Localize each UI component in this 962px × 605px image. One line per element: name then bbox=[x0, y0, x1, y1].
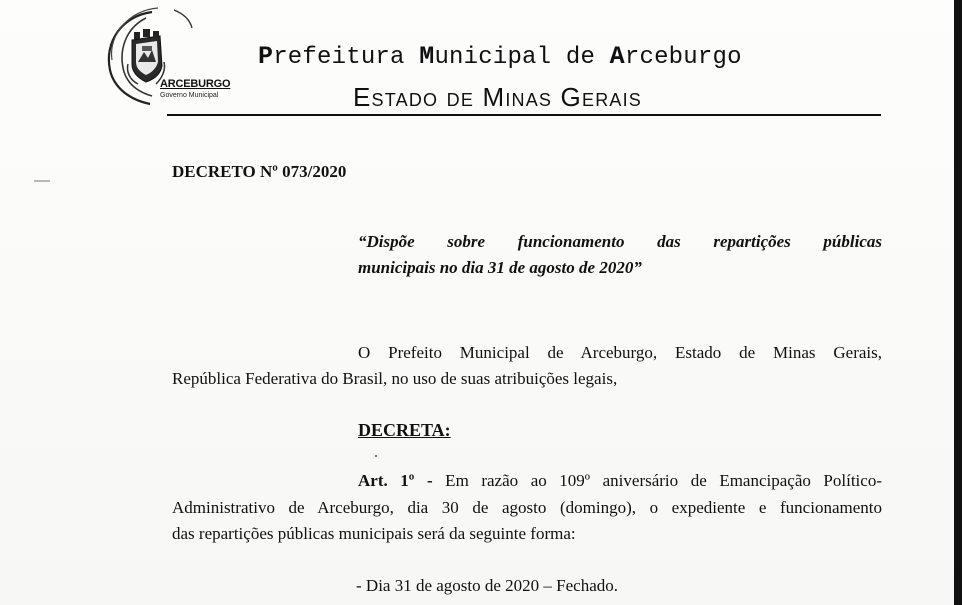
ementa-line: “Dispõe sobre funcionamento das repartições públicas bbox=[358, 232, 882, 251]
ementa-line: municipais no dia 31 de agosto de 2020” bbox=[358, 258, 642, 277]
decree-title: DECRETO Nº 073/2020 bbox=[172, 162, 347, 181]
header-rule bbox=[167, 114, 881, 116]
header-title-cap: A bbox=[609, 42, 625, 71]
header-title-cap: P bbox=[258, 42, 274, 71]
logo-subtitle: Governo Municipal bbox=[160, 92, 219, 99]
decreta-heading: DECRETA: bbox=[358, 420, 451, 440]
header-title-rest: rceburgo bbox=[624, 44, 742, 71]
preamble-line: O Prefeito Municipal de Arceburgo, Estado de Minas Gerais, bbox=[358, 343, 882, 362]
header-title-rest: refeitura bbox=[273, 44, 420, 71]
scan-speck bbox=[375, 455, 377, 457]
header-subtitle: Estado de Minas Gerais bbox=[353, 82, 642, 112]
list-item: - Dia 31 de agosto de 2020 – Fechado. bbox=[356, 576, 619, 595]
preamble-line: República Federativa do Brasil, no uso de suas atribuições legais, bbox=[172, 369, 618, 388]
article-line: Administrativo de Arceburgo, dia 30 de agosto (domingo), o expediente e funcionamento bbox=[172, 497, 882, 517]
municipal-seal-logo bbox=[100, 6, 231, 106]
header-title-cap: M bbox=[419, 42, 435, 71]
article-line bbox=[172, 468, 882, 495]
article-line: das repartições públicas municipais será da seguinte forma: bbox=[172, 524, 576, 543]
scan-edge bbox=[954, 0, 962, 605]
article-1 bbox=[172, 468, 882, 548]
logo-name: ARCEBURGO bbox=[160, 78, 231, 90]
article-text: Em razão ao 109º aniversário de Emancipação Político- bbox=[432, 471, 882, 490]
article-label: Art. 1º - bbox=[358, 471, 433, 490]
scan-mark bbox=[34, 180, 50, 182]
header-title-rest: unicipal de bbox=[434, 44, 610, 71]
header-title bbox=[258, 42, 742, 71]
decree-preamble bbox=[172, 340, 882, 392]
decree-ementa bbox=[358, 229, 882, 281]
